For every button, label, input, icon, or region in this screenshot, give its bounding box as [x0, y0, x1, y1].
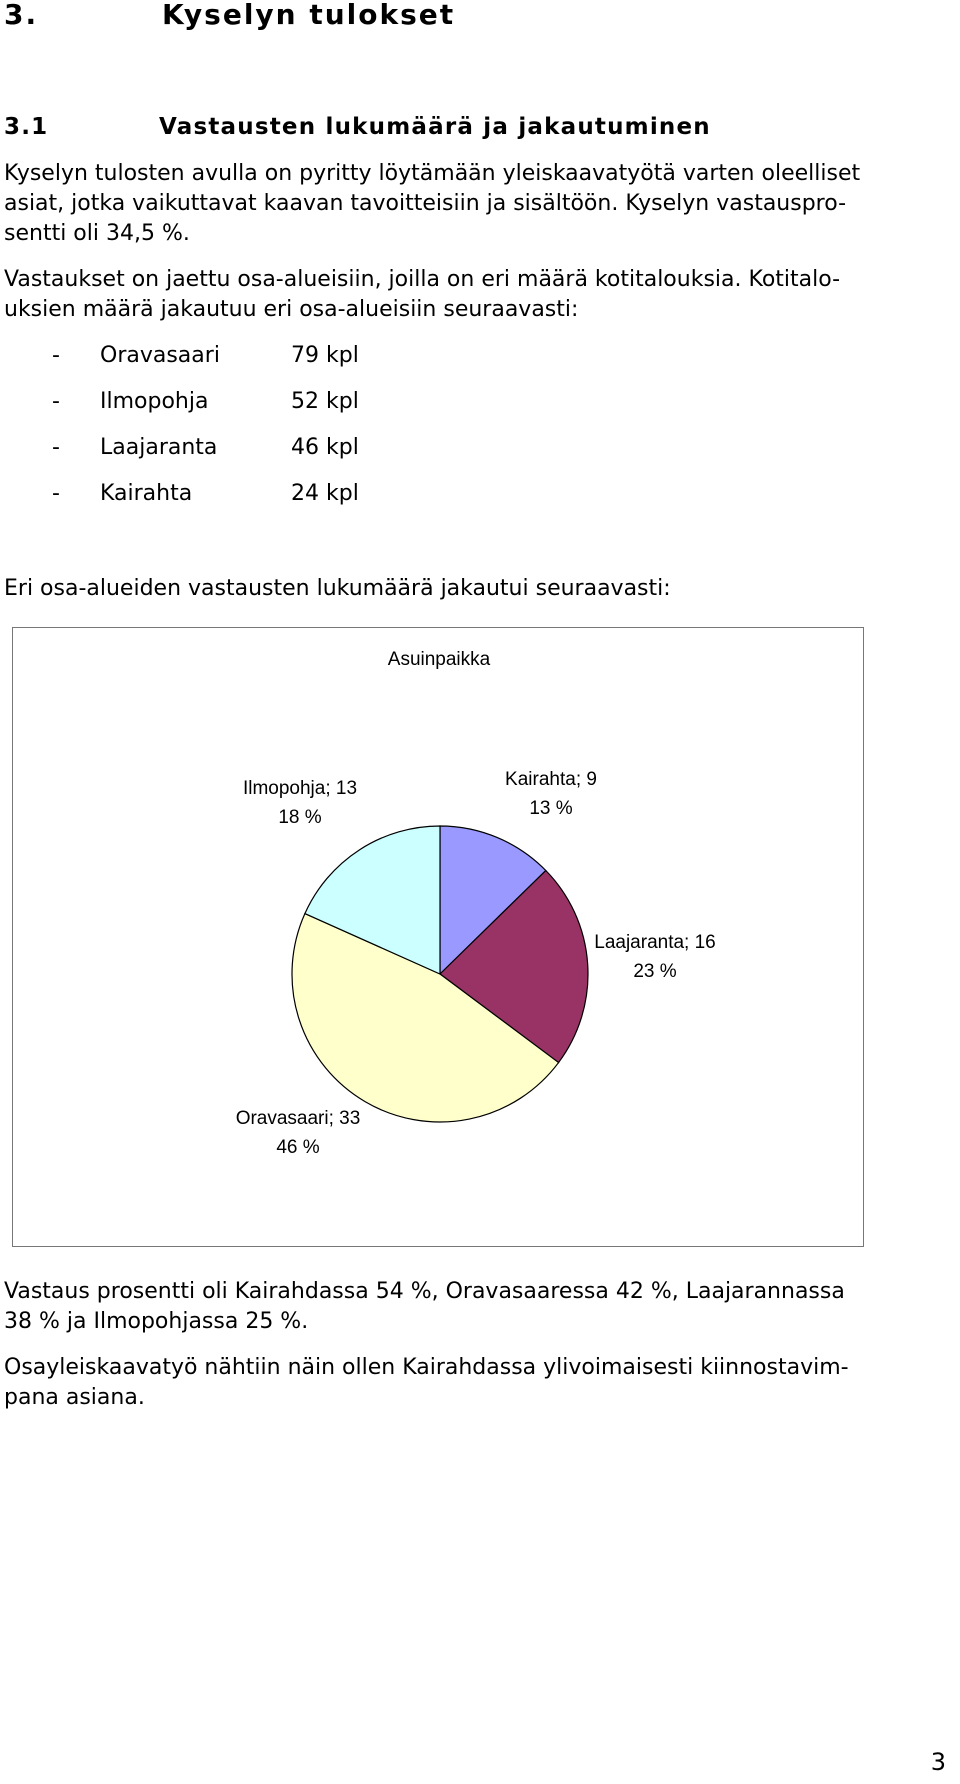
text-line: Vastaus prosentti oli Kairahdassa 54 %, Oravasaaressa 42 %, Laajarannassa [4, 1279, 845, 1304]
chapter-number: 3. [4, 0, 39, 31]
list-item [4, 433, 359, 479]
text-line: pana asiana. [4, 1385, 145, 1410]
text-line: Osayleiskaavatyö nähtiin näin ollen Kairahdassa ylivoimaisesti kiinnostavim- [4, 1355, 849, 1380]
list-area: Kairahta [100, 481, 193, 506]
list-item [4, 341, 359, 387]
text-line: Vastaukset on jaettu osa-alueisiin, joilla on eri määrä kotitalouksia. Kotitalo- [4, 267, 841, 292]
households-list [4, 341, 359, 525]
section-number: 3.1 [4, 114, 49, 140]
households-paragraph [4, 265, 954, 325]
text-line: sentti oli 34,5 %. [4, 221, 190, 246]
chapter-title: Kyselyn tulokset [162, 0, 456, 31]
slice-label-kairahta: Kairahta; 9 [505, 769, 597, 790]
page-number: 3 [930, 1748, 946, 1776]
slice-label-laajaranta: Laajaranta; 16 [594, 932, 716, 953]
slice-percent-ilmopohja: 18 % [278, 807, 322, 828]
text-line: 38 % ja Ilmopohjassa 25 %. [4, 1309, 309, 1334]
list-count: 46 kpl [291, 435, 359, 460]
list-area: Ilmopohja [100, 389, 209, 414]
slice-percent-kairahta: 13 % [529, 798, 573, 819]
chart-title: Asuinpaikka [387, 649, 491, 670]
list-item [4, 479, 359, 525]
list-count: 52 kpl [291, 389, 359, 414]
text-line: uksien määrä jakautuu eri osa-alueisiin seuraavasti: [4, 297, 579, 322]
list-item [4, 387, 359, 433]
pie-chart-frame [12, 627, 864, 1247]
list-count: 24 kpl [291, 481, 359, 506]
slice-label-oravasaari: Oravasaari; 33 [235, 1108, 361, 1129]
list-count: 79 kpl [291, 343, 359, 368]
conclusion-paragraph [4, 1353, 954, 1413]
list-dash: - [52, 389, 60, 414]
text-line: Eri osa-alueiden vastausten lukumäärä jakautui seuraavasti: [4, 576, 671, 601]
response-rate-paragraph [4, 1277, 954, 1337]
section-heading [4, 114, 711, 140]
list-dash: - [52, 481, 60, 506]
text-line: Kyselyn tulosten avulla on pyritty löytämään yleiskaavatyötä varten oleelliset [4, 161, 861, 186]
chapter-heading [4, 0, 455, 31]
section-title: Vastausten lukumäärä ja jakautuminen [159, 114, 711, 140]
intro-paragraph [4, 159, 954, 249]
list-dash: - [52, 435, 60, 460]
text-line: asiat, jotka vaikuttavat kaavan tavoitteisiin ja sisältöön. Kyselyn vastauspro- [4, 191, 847, 216]
slice-label-ilmopohja: Ilmopohja; 13 [242, 778, 358, 799]
responses-intro [4, 574, 954, 604]
list-area: Laajaranta [100, 435, 218, 460]
slice-percent-oravasaari: 46 % [276, 1137, 320, 1158]
list-area: Oravasaari [100, 343, 220, 368]
pie-chart [13, 628, 865, 1248]
list-dash: - [52, 343, 60, 368]
slice-percent-laajaranta: 23 % [633, 961, 677, 982]
